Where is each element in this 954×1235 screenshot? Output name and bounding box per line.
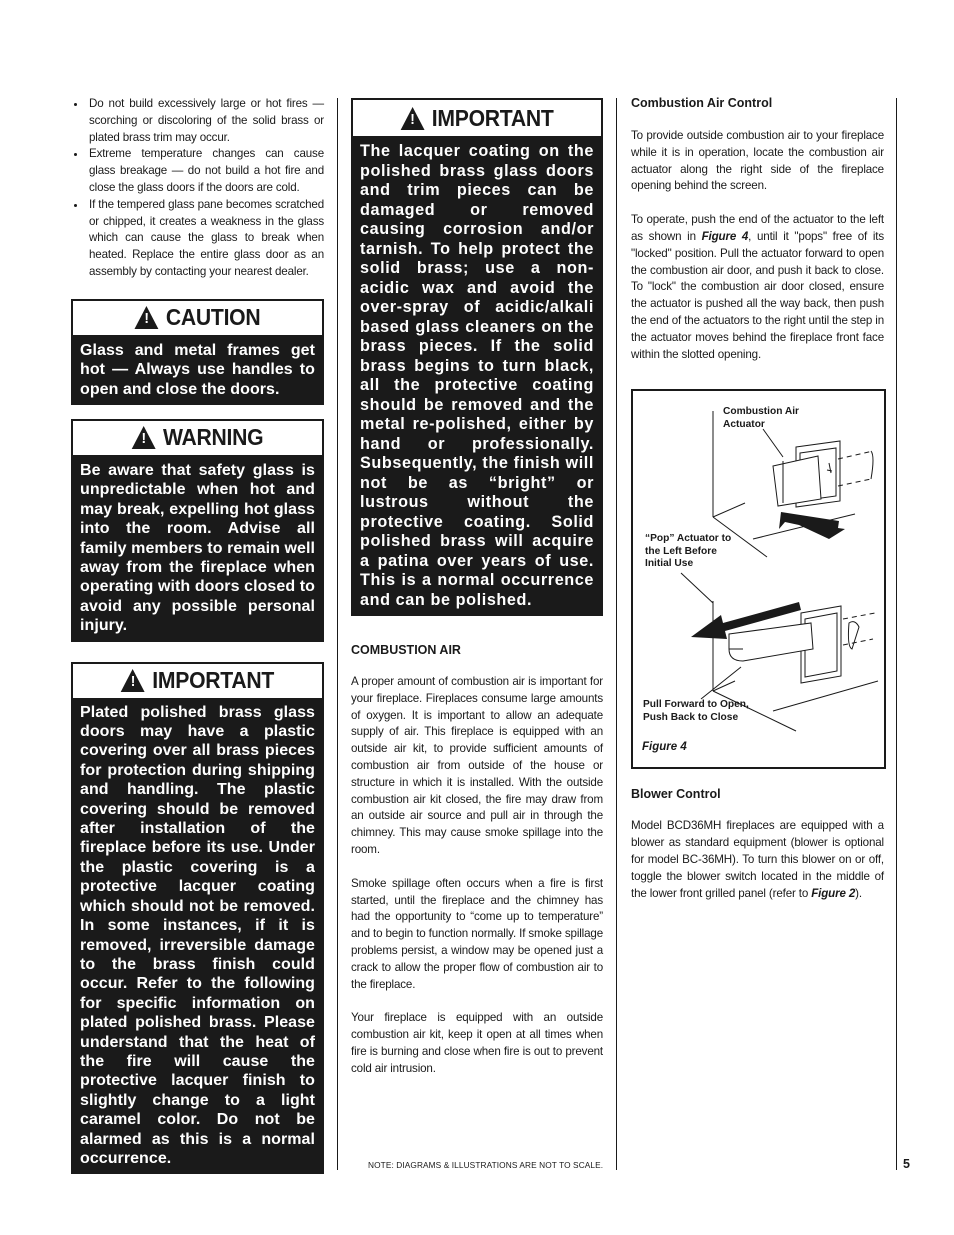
pull-forward-label: Pull Forward to Open, Push Back to Close — [643, 699, 749, 723]
column-divider-middle — [616, 98, 617, 1170]
combustion-air-control-heading: Combustion Air Control — [631, 96, 773, 110]
actuator-location-paragraph: To provide outside combustion air to your fireplace while it is in operation, locate the combustion air actuator along the right side of the fireplace opening behind the screen. — [631, 129, 884, 193]
warning-title: WARNING — [162, 424, 264, 451]
column-divider-left — [337, 98, 338, 1170]
warning-body: Be aware that safety glass is unpredictable when hot and may break, expelling hot glass into the room. Advise all family members to remain well away from the fireplace when operating with doors closed to avoid any possible personal injury. — [73, 455, 322, 640]
important-lacquer-box — [351, 98, 603, 616]
outside-air-kit-paragraph: Your fireplace is equipped with an outside combustion air kit, keep it open at all times when fire is burning and close when fire is out to prevent cold air intrusion. — [351, 1011, 603, 1075]
warning-box — [71, 419, 324, 642]
important-header — [363, 100, 591, 136]
caution-box — [71, 299, 324, 405]
combustion-air-paragraph: A proper amount of combustion air is important for your fireplace. Fireplaces consume large amounts of oxygen. It is important to allow an adequate supply of air. This fireplace is equipped with an outside air kit, to provide sufficient amounts of combustion air from outside of the house or structure in which it is installed. With the outside combustion air kit closed, the fire may draw from an outside air source and pull air in through the chimney. This may cause smoke spillage into the room. — [351, 675, 603, 856]
list-item: • Extreme temperature changes can cause glass breakage — do not build a hot fire and close the glass doors if the doors are cold. — [87, 146, 324, 196]
important-plated-brass-box — [71, 662, 324, 1175]
combustion-air-actuator-label: Combustion Air Actuator — [723, 406, 800, 430]
smoke-spillage-paragraph: Smoke spillage often occurs when a fire is first started, until the fireplace and the chimney has had the opportunity to “come up to temperature” and to begin to function normally. If smoke spillage problems persist, a window may be opened just a crack to allow the proper flow of combustion air to the fireplace. — [351, 876, 603, 991]
footer-note: NOTE: DIAGRAMS & ILLUSTRATIONS ARE NOT TO SCALE. — [368, 1160, 604, 1170]
important-title: IMPORTANT — [431, 104, 554, 131]
caution-header — [83, 301, 312, 335]
figure-4-caption: Figure 4 — [642, 741, 687, 754]
list-item: • If the tempered glass pane becomes scratched or chipped, it creates a weakness in the glass which can cause the glass to break when heated. Replace the entire glass door as an assembly by contacting your nearest dealer. — [87, 197, 324, 281]
actuator-operation-paragraph: To operate, push the end of the actuator to the left as shown in Figure 4, until it "pops" free of its "locked" position. Pull the actuator forward to open the combustion air door, and push it back to close. To "lock" the combustion air door closed, ensure the actuator is pushed all the way back, then push the end of the actuators to the right until the step in the actuator moves behind the fireplace front face within the slotted opening. — [631, 213, 884, 361]
blower-control-heading: Blower Control — [631, 787, 721, 802]
warning-triangle-icon: ! — [135, 306, 159, 329]
warning-header — [83, 421, 312, 455]
list-item: • Do not build excessively large or hot fires — scorching or discoloring of the solid brass or plated brass trim may occur. — [87, 96, 324, 146]
blower-control-paragraph: Model BCD36MH fireplaces are equipped with a blower as standard equipment (blower is optional for model BC-36MH). To turn this blower on or off, toggle the blower switch located in the middle of the lower front grilled panel (refer to Figure 2). — [631, 819, 884, 900]
important-header — [83, 664, 312, 698]
safety-bullet-list — [71, 96, 324, 281]
left-column — [71, 96, 324, 1174]
warning-triangle-icon: ! — [132, 426, 156, 449]
column-divider-right — [896, 98, 897, 1170]
figure-4 — [631, 389, 886, 769]
warning-triangle-icon: ! — [121, 669, 145, 692]
figure-2-reference: Figure 2 — [811, 886, 856, 900]
important-body: Plated polished brass glass doors may have a plastic covering over all brass pieces for protection during shipping and handling. The plastic covering should be removed after installation of the fireplace before its use. Under the plastic covering is a protective lacquer coating which should not be removed. In some instances, if it is removed, irreversible damage to the brass finish could occur. Refer to the following for specific information on plated polished brass. Please understand that the heat of the fire will cause the protective lacquer finish to slightly change to a light caramel color. Do not be alarmed as this is a normal occurrence. — [73, 698, 322, 1173]
right-column — [631, 96, 884, 902]
warning-triangle-icon: ! — [400, 107, 424, 130]
important-title: IMPORTANT — [152, 667, 275, 694]
page-number: 5 — [903, 1157, 910, 1171]
figure-4-reference: Figure 4 — [701, 229, 749, 243]
combustion-air-heading: COMBUSTION AIR — [351, 643, 461, 657]
middle-column — [351, 98, 603, 1078]
caution-title: CAUTION — [165, 304, 261, 331]
caution-body: Glass and metal frames get hot — Always use handles to open and close the doors. — [73, 335, 322, 403]
important-body: The lacquer coating on the polished brass glass doors and trim pieces can be damaged or removed causing corrosion and/or tarnish. To help protect the solid brass; use a non-acidic wax and avoid the over-spray of acidic/alkali based glass cleaners on the brass pieces. If the solid brass begins to turn black, all the protective coating should be removed and the metal re-polished, either by hand or professionally. Subsequently, the finish will not be as “bright” or lustrous without the protective coating. Solid polished brass will acquire a patina over years of use. This is a normal occurrence and can be polished. — [353, 136, 601, 614]
pop-actuator-label: “Pop” Actuator to the Left Before Initial Use — [645, 533, 732, 570]
